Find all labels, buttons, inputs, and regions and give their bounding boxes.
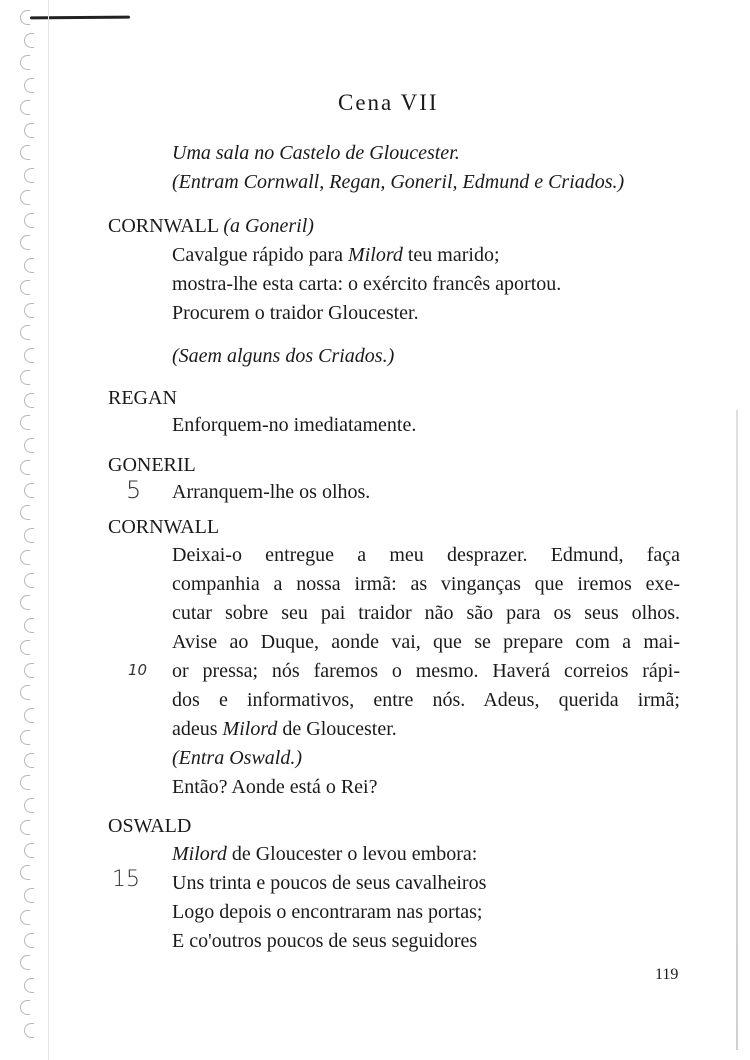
line-text: de Gloucester. bbox=[277, 718, 397, 740]
binding-hole bbox=[24, 888, 34, 903]
binding-hole bbox=[24, 258, 34, 273]
stage-setting: Uma sala no Castelo de Gloucester. bbox=[172, 142, 460, 164]
speaker-name: CORNWALL bbox=[108, 215, 219, 237]
binding-hole bbox=[24, 978, 34, 993]
margin-line-number: 10 bbox=[128, 661, 148, 679]
binding-hole bbox=[24, 168, 34, 183]
verse-line: Enforquem-no imediatamente. bbox=[172, 414, 417, 436]
verse-line bbox=[172, 244, 500, 267]
line-emphasis: Milord bbox=[222, 718, 278, 740]
binding-hole bbox=[20, 595, 30, 610]
binding-edge bbox=[48, 0, 49, 1060]
prose-line: dos e informativos, entre nós. Adeus, querida irmã; bbox=[172, 689, 680, 711]
verse-line: Uns trinta e poucos de seus cavalheiros bbox=[172, 872, 487, 894]
stage-direction: (Saem alguns dos Criados.) bbox=[172, 345, 395, 367]
prose-line bbox=[172, 718, 397, 741]
binding-hole bbox=[24, 528, 34, 543]
binding-hole bbox=[20, 235, 30, 250]
binding-hole bbox=[24, 933, 34, 948]
binding-hole bbox=[20, 100, 30, 115]
ink-mark bbox=[30, 16, 130, 20]
binding-hole bbox=[20, 865, 30, 880]
line-text: teu marido; bbox=[402, 244, 500, 266]
binding-hole bbox=[24, 753, 34, 768]
line-text: Cavalgue rápido para bbox=[172, 244, 349, 266]
binding-hole bbox=[24, 663, 34, 678]
binding-hole bbox=[20, 370, 30, 385]
speaker-cornwall bbox=[108, 215, 314, 238]
binding-hole bbox=[20, 685, 30, 700]
binding-hole bbox=[20, 505, 30, 520]
page-number: 119 bbox=[655, 966, 679, 983]
binding-hole bbox=[24, 78, 34, 93]
binding-hole bbox=[24, 348, 34, 363]
binding-hole bbox=[24, 573, 34, 588]
binding-holes bbox=[8, 10, 38, 1050]
verse-line: Logo depois o encontraram nas portas; bbox=[172, 901, 483, 923]
binding-hole bbox=[20, 640, 30, 655]
stage-entry: (Entram Cornwall, Regan, Goneril, Edmund e Criados.) bbox=[172, 171, 625, 193]
binding-hole bbox=[20, 190, 30, 205]
binding-hole bbox=[24, 798, 34, 813]
binding-hole bbox=[24, 123, 34, 138]
speaker-goneril: GONERIL bbox=[108, 454, 196, 476]
binding-hole bbox=[24, 843, 34, 858]
binding-hole bbox=[20, 10, 30, 25]
binding-hole bbox=[20, 955, 30, 970]
binding-hole bbox=[24, 1023, 34, 1038]
speaker-aside: (a Goneril) bbox=[223, 215, 314, 237]
margin-line-number: 15 bbox=[112, 867, 140, 892]
prose-line: Avise ao Duque, aonde vai, que se prepare com a mai- bbox=[172, 631, 680, 653]
binding-hole bbox=[24, 303, 34, 318]
binding-hole bbox=[24, 213, 34, 228]
binding-hole bbox=[20, 1000, 30, 1015]
prose-line: cutar sobre seu pai traidor não são para os seus olhos. bbox=[172, 602, 680, 624]
binding-hole bbox=[20, 415, 30, 430]
prose-line: or pressa; nós faremos o mesmo. Haverá correios rápi- bbox=[172, 660, 680, 682]
speaker-cornwall: CORNWALL bbox=[108, 516, 220, 538]
speaker-oswald: OSWALD bbox=[108, 815, 192, 837]
binding-hole bbox=[20, 325, 30, 340]
binding-hole bbox=[20, 910, 30, 925]
binding-hole bbox=[20, 145, 30, 160]
scene-title: Cena VII bbox=[338, 90, 439, 115]
binding-hole bbox=[24, 618, 34, 633]
binding-hole bbox=[20, 55, 30, 70]
verse-line: Procurem o traidor Gloucester. bbox=[172, 302, 419, 324]
line-emphasis: Milord bbox=[348, 244, 403, 266]
speaker-regan: REGAN bbox=[108, 387, 177, 409]
line-text: de Gloucester o levou embora: bbox=[226, 843, 478, 865]
verse-line: E co'outros poucos de seus seguidores bbox=[172, 930, 478, 952]
binding-hole bbox=[24, 483, 34, 498]
verse-line: Arranquem-lhe os olhos. bbox=[172, 481, 371, 503]
prose-line: companhia a nossa irmã: as vinganças que iremos exe- bbox=[172, 573, 680, 595]
verse-line bbox=[172, 843, 477, 866]
binding-hole bbox=[24, 708, 34, 723]
binding-hole bbox=[20, 550, 30, 565]
binding-hole bbox=[20, 280, 30, 295]
margin-line-number: 5 bbox=[126, 476, 142, 504]
prose-line: Deixai-o entregue a meu desprazer. Edmund, faça bbox=[172, 544, 680, 566]
page-edge bbox=[736, 410, 738, 1050]
binding-hole bbox=[24, 33, 34, 48]
binding-hole bbox=[20, 820, 30, 835]
binding-hole bbox=[20, 460, 30, 475]
line-emphasis: Milord bbox=[172, 843, 227, 865]
binding-hole bbox=[24, 438, 34, 453]
binding-hole bbox=[20, 730, 30, 745]
binding-hole bbox=[20, 775, 30, 790]
stage-direction: (Entra Oswald.) bbox=[172, 747, 302, 769]
verse-line: mostra-lhe esta carta: o exército francês aportou. bbox=[172, 273, 562, 295]
verse-line: Então? Aonde está o Rei? bbox=[172, 776, 378, 798]
binding-hole bbox=[24, 393, 34, 408]
line-text: adeus bbox=[172, 718, 223, 740]
